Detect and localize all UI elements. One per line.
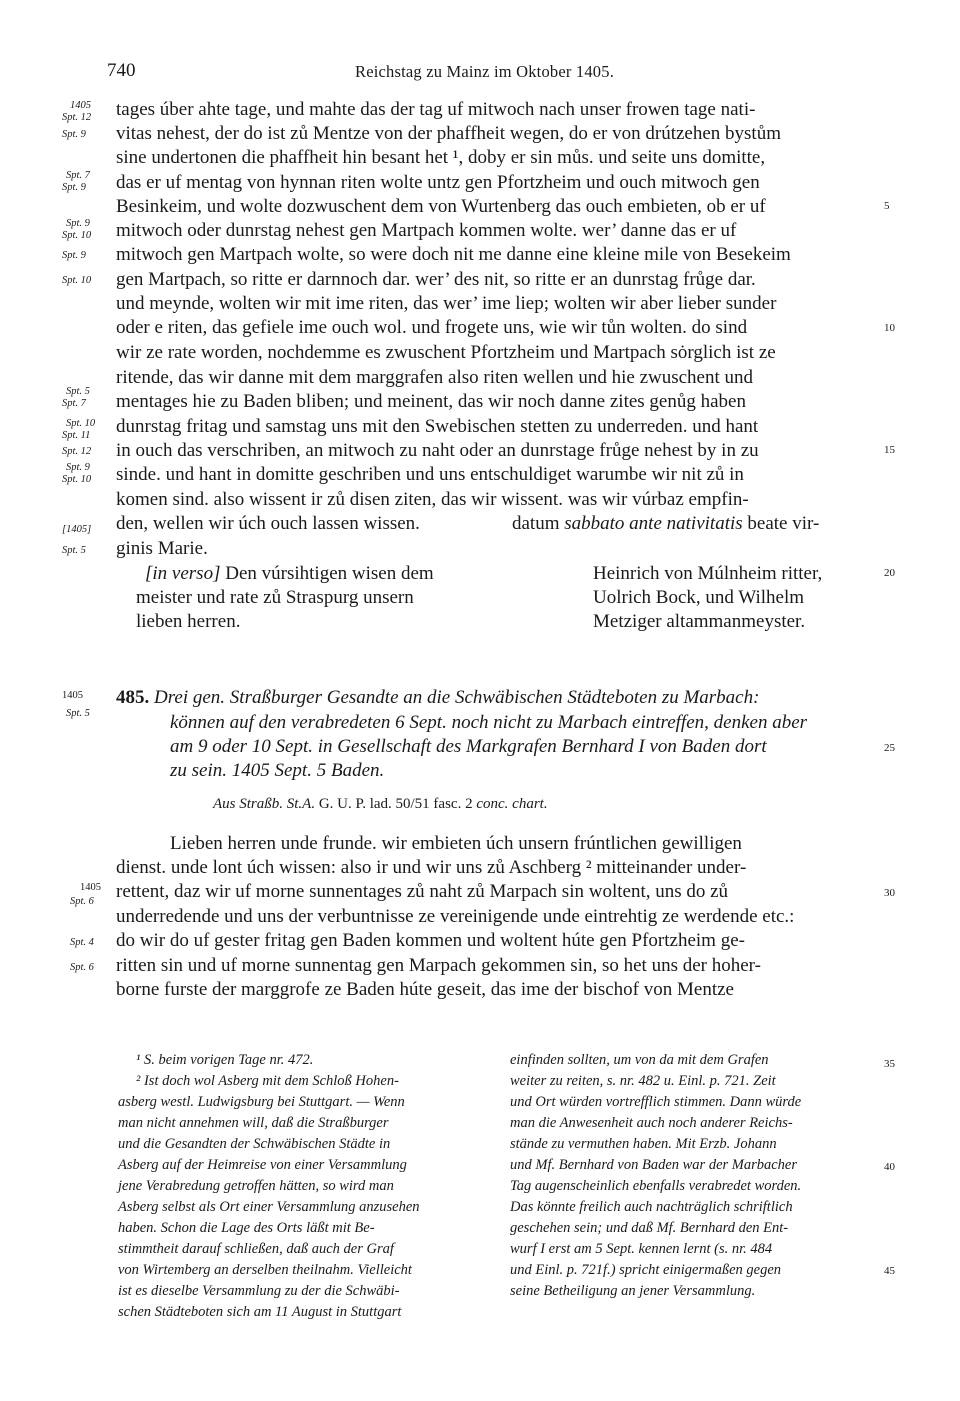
margin-note: Spt. 5 Spt. 7 [62, 386, 90, 409]
footnote-line: Asberg selbst als Ort einer Versammlung anzusehen [118, 1199, 420, 1215]
footnote-line: einfinden sollten, um von da mit dem Grafen [510, 1052, 769, 1068]
line-number: 45 [884, 1265, 895, 1277]
text-line: dienst. unde lont úch wissen: also ir und wir uns zů Aschberg ² mitteinander under- [116, 857, 747, 878]
footnote-line: weiter zu reiten, s. nr. 482 u. Einl. p. 721. Zeit [510, 1073, 776, 1089]
footnote-line: Asberg auf der Heimreise von einer Versammlung [118, 1157, 407, 1173]
margin-note: Spt. 7 Spt. 9 [62, 170, 90, 193]
text-line: wir ze rate worden, nochdemme es zwuschent Pfortzheim und Martpach sȯrglich ist ze [116, 342, 776, 363]
text-line: in ouch das verschriben, an mitwoch zu naht oder an dunrstage frůge nehest by in zu [116, 440, 759, 461]
margin-note: Spt. 9 [62, 250, 86, 261]
text-line: borne furste der marggrofe ze Baden húte geseit, das ime der bischof von Mentze [116, 979, 734, 1000]
margin-note: Spt. 4 [70, 937, 94, 948]
address-label: [in verso] [145, 563, 221, 584]
text-line: dunrstag fritag und samstag uns mit den Swebischen stetten zu underreden. und hant [116, 416, 759, 437]
margin-note: Spt. 9 Spt. 10 [62, 218, 92, 241]
footnote-line: ¹ S. beim vorigen Tage nr. 472. [136, 1052, 314, 1068]
document-number: 485. [116, 687, 150, 708]
running-header: Reichstag zu Mainz im Oktober 1405. [355, 62, 615, 81]
margin-note: Spt. 5 [66, 708, 90, 719]
footnote-line: Tag augenscheinlich ebenfalls verabredet worden. [510, 1178, 802, 1194]
margin-note: Spt. 12 [62, 446, 92, 457]
signatory-line: Uolrich Bock, und Wilhelm [593, 587, 805, 608]
doc-heading-line: am 9 oder 10 Sept. in Gesellschaft des Markgrafen Bernhard I von Baden dort [170, 736, 767, 757]
footnote-line: und Einl. p. 721f.) spricht einigermaßen gegen [510, 1262, 782, 1278]
page-number: 740 [107, 60, 136, 81]
footnote-line: man die Anwesenheit auch noch anderer Reichs- [510, 1115, 793, 1131]
text-line: underredende und uns der verbuntnisse ze vereinigende unde eintrehtig ze werdende etc.: [116, 906, 795, 927]
signatory-line: Heinrich von Múlnheim ritter, [593, 563, 823, 584]
footnote-line: Das könnte freilich auch nachträglich schriftlich [510, 1199, 793, 1215]
source-note: Aus Straßb. St.A. G. U. P. lad. 50/51 fasc. 2 conc. chart. [213, 796, 548, 812]
text-line: mitwoch gen Martpach wolte, so were doch nit me danne eine kleine mile von Besekeim [116, 244, 791, 265]
signatory-line: Metziger altammanmeyster. [593, 611, 806, 632]
margin-note: 1405 [62, 690, 83, 701]
margin-note: 1405 [80, 882, 101, 893]
text-line: den, wellen wir úch ouch lassen wissen. [116, 513, 420, 534]
footnote-line: ² Ist doch wol Asberg mit dem Schloß Hohen- [136, 1073, 399, 1089]
address-line: lieben herren. [136, 611, 241, 632]
text-line: ritende, das wir danne mit dem marggrafen also riten wellen und hie zwuschent und [116, 367, 754, 388]
text-line: Besinkeim, und wolte dozwuschent dem von Wurtenberg das ouch embieten, ob er uf [116, 196, 766, 217]
margin-note: Spt. 9 [62, 129, 86, 140]
text-line: komen sind. also wissent ir zů disen ziten, das wir wissent. was wir vúrbaz empfin- [116, 489, 749, 510]
footnote-line: wurf I erst am 5 Sept. kennen lernt (s. nr. 484 [510, 1241, 773, 1257]
doc-heading-line: können auf den verabredeten 6 Sept. noch nicht zu Marbach eintreffen, denken aber [170, 712, 808, 733]
line-number: 35 [884, 1058, 895, 1070]
line-number: 5 [884, 200, 890, 212]
text-line: mentages hie zu Baden bliben; und meinent, das wir noch danne zites genůg haben [116, 391, 746, 412]
footnote-line: jene Verabredung getroffen hätten, so wird man [118, 1178, 394, 1194]
text-line: tages úber ahte tage, und mahte das der tag uf mitwoch nach unser frowen tage nati- [116, 99, 756, 120]
line-number: 15 [884, 444, 895, 456]
text-line: ritten sin und uf morne sunnentag gen Marpach gekommen sin, so het uns der hoher- [116, 955, 761, 976]
text-line: gen Martpach, so ritte er darnnoch dar. wer’ des nit, so ritte er an dunrstag frůge dar. [116, 269, 756, 290]
footnote-line: seine Betheiligung an jener Versammlung. [510, 1283, 756, 1299]
text-line: mitwoch oder dunrstag nehest gen Martpach kommen wolte. wer’ danne das er uf [116, 220, 737, 241]
text-line: vitas nehest, der do ist zů Mentze von der phaffheit wegen, do er von drútzehen bystům [116, 123, 781, 144]
footnote-line: stände zu vermuthen haben. Mit Erzb. Johann [510, 1136, 777, 1152]
footnote-line: asberg westl. Ludwigsburg bei Stuttgart. — Wenn [118, 1094, 405, 1110]
text-line: das er uf mentag von hynnan riten wolte untz gen Pfortzheim und ouch mitwoch gen [116, 172, 760, 193]
footnote-line: und Mf. Bernhard von Baden war der Marbacher [510, 1157, 798, 1173]
doc-heading-line: zu sein. 1405 Sept. 5 Baden. [170, 760, 385, 781]
dating-clause: datum sabbato ante nativitatis beate vir- [512, 513, 820, 534]
margin-note: Spt. 9 Spt. 10 [62, 462, 92, 485]
footnote-line: schen Städteboten sich am 11 August in Stuttgart [118, 1304, 402, 1320]
text-line: rettent, daz wir uf morne sunnentages zů naht zů Marpach sin woltent, uns do zů [116, 881, 729, 902]
line-number: 10 [884, 322, 895, 334]
margin-note: Spt. 5 [62, 545, 86, 556]
footnote-line: ist es dieselbe Versammlung zu der die Schwäbi- [118, 1283, 400, 1299]
text-line: sine undertonen die phaffheit hin besant het ¹, doby er sin můs. und seite uns domitte, [116, 147, 766, 168]
address-line: meister und rate zů Straspurg unsern [136, 587, 414, 608]
line-number: 25 [884, 742, 895, 754]
text-line: sinde. und hant in domitte geschriben und uns entschuldiget warumbe wir nit zů in [116, 464, 744, 485]
footnote-line: stimmtheit darauf schließen, daß auch der Graf [118, 1241, 394, 1257]
line-number: 20 [884, 567, 895, 579]
footnote-line: geschehen sein; und daß Mf. Bernhard den Ent- [510, 1220, 789, 1236]
footnote-line: haben. Schon die Lage des Orts läßt mit Be- [118, 1220, 375, 1236]
text-line: do wir do uf gester fritag gen Baden kommen und woltent húte gen Pfortzheim ge- [116, 930, 745, 951]
footnote-line: und die Gesandten der Schwäbischen Städte in [118, 1136, 391, 1152]
text-line: ginis Marie. [116, 538, 208, 559]
margin-note: 1405 Spt. 12 [62, 100, 92, 123]
footnote-line: von Wirtemberg an derselben theilnahm. Vielleicht [118, 1262, 412, 1278]
text-line: und meynde, wolten wir mit ime riten, das wer’ ime liep; wolten wir aber lieber sunder [116, 293, 777, 314]
footnote-line: und Ort würden vortrefflich stimmen. Dann würde [510, 1094, 802, 1110]
line-number: 40 [884, 1161, 895, 1173]
margin-note: Spt. 10 Spt. 11 [62, 418, 96, 441]
text-line: oder e riten, das gefiele ime ouch wol. und frogete uns, wie wir tůn wolten. do sind [116, 317, 748, 338]
margin-note: [1405] [62, 524, 92, 535]
line-number: 30 [884, 887, 895, 899]
footnote-line: man nicht annehmen will, daß die Straßburger [118, 1115, 389, 1131]
margin-note: Spt. 6 [70, 962, 94, 973]
text-line: Lieben herren unde frunde. wir embieten úch unsern frúntlichen gewilligen [170, 833, 742, 854]
margin-note: Spt. 6 [70, 896, 94, 907]
doc-heading: 485. Drei gen. Straßburger Gesandte an die Schwäbischen Städteboten zu Marbach: [116, 687, 760, 708]
margin-note: Spt. 10 [62, 275, 92, 286]
